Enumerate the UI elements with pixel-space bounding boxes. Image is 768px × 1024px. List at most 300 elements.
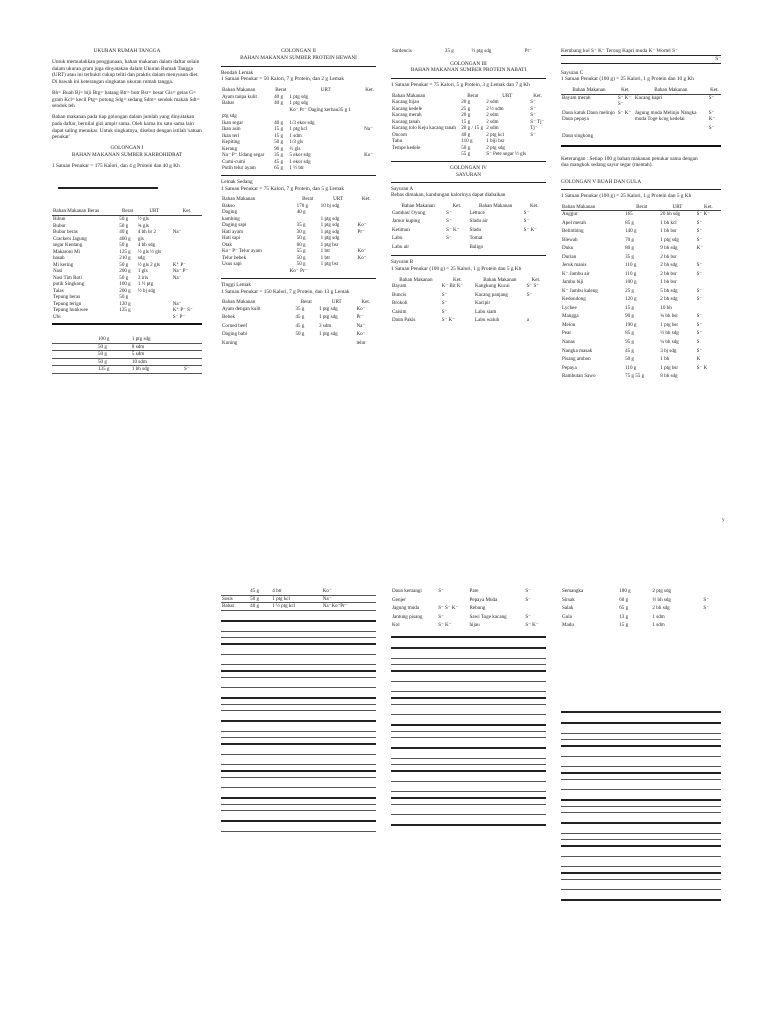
cell-urt: 2 ptg sdg [652,588,672,594]
col-header-ket: Ket. [533,92,542,99]
cell-bahan: Kacang tolo Keju kacang tanah [392,125,456,132]
cell-berat: 110 g [625,262,637,269]
cell-ket: S⁻ [696,313,703,320]
col-header-ket: Ket. [172,208,202,215]
group-5-table-cont [561,588,721,631]
cell-berat: 60 g [296,241,306,248]
col-header-bahan: Bahan Makanan [392,92,426,99]
cell-k1 [617,133,634,142]
cell-bahan: Anggur [562,211,578,218]
cell-ket [363,165,376,172]
col-header-ket: Ket. [531,276,541,283]
cell-urt: Ko⁻ Pr⁻ Daging kerbau35 g 1 [289,106,351,113]
cell-ket [702,622,721,631]
sayuran-b-cont-line: Kembang kol S⁻ K⁻ Terong Kapri muda K⁻ Wortel S⁻ [561,48,721,56]
ruled-line [561,822,721,824]
cell-urt: 1 btr [320,254,331,261]
section-title-urt: UKURAN RUMAH TANGGA [93,48,161,54]
cell-berat: 110 g [625,270,637,277]
lemak-sedang-table [221,196,376,268]
cell-urt: 4 btr [271,588,321,595]
table-row [221,314,376,323]
cell-ket: S⁻ [696,236,703,243]
divider [561,145,721,147]
cell-b1: Labu [392,235,403,242]
cell-bahan: Ayam dengan kulit [222,305,261,312]
cell-urt: 5 sdm [131,351,183,359]
cell-bahan: Melon [562,321,576,328]
cell-urt: 1 bh kcl [660,219,677,226]
cell-k2 [523,244,546,253]
cell-b2: Lettuce [469,209,485,216]
cell-berat: 50 g [296,261,306,268]
cell-ket [172,216,202,223]
col-header-urt: URT [137,208,172,215]
table-row [221,340,376,349]
cell-berat: 50 g [119,216,129,222]
cell-bahan: Pisang ambon [562,356,591,363]
col-header-bahan: Bahan Makanan [561,204,624,211]
ruled-line [391,697,546,699]
cell-berat: 45 g [274,158,284,165]
ruled-line [391,781,546,782]
cell-b1: Bayam [392,283,407,290]
table-row [561,110,721,125]
cell-ket: Pr⁻ [524,48,532,54]
column-2 [221,48,376,348]
cell-bahan: Pear [562,330,572,337]
table-row [52,343,202,351]
cell-berat: 35 g [444,48,454,54]
cell-k2: S⁻ [525,596,531,603]
table-row [561,288,721,297]
cell-bahan: Semangka [562,588,584,594]
ruled-line [221,810,376,811]
ruled-line [561,756,721,757]
divider [391,255,546,256]
sayuran-a-table [391,203,546,252]
group-2-title: GOLONGAN II [281,48,316,54]
cell-ket: K⁺ P⁻ S⁻ [172,307,193,314]
cell-b2 [634,125,708,134]
cell-urt: 10 bh [660,304,672,311]
cell-ket [696,279,721,288]
cell-k2 [526,300,546,309]
col-header-bahan: Bahan Makanan [478,203,513,210]
ruled-line [391,724,546,726]
cell-berat: 15 g [274,132,284,139]
col-header-ket: Ket. [708,87,721,94]
cell-urt: 1 ptg sdg [289,93,309,100]
cell-urt: 1 ptg sdg [319,331,338,338]
cell-ket: Ko⁻ [356,331,366,338]
ruled-line [221,631,376,632]
cell-urt: S⁻ Pete segar ½ gls [486,151,527,158]
cell-urt: 1 sdm [652,613,665,620]
cell-b2: Rebung [469,605,486,612]
table-row [561,605,721,614]
divider [391,78,546,79]
ruled-line [561,845,721,847]
cell-ket: S⁻ [696,347,703,354]
cell-urt: 1/3 gls [289,139,304,146]
column-1 [52,48,202,374]
ruled-line [561,899,721,901]
table-row [391,244,546,253]
cell-urt: 1 ½ ptg kcl [271,603,321,611]
ruled-line [391,797,546,799]
group-3-subtitle: BAHAN MAKANAN SUMBER PROTEIN NABATI [410,67,527,74]
cell-b2: Tomat [469,235,483,242]
cell-ket [702,614,721,623]
sayuran-b-table-cont [391,588,546,631]
cell-berat: 45 g [625,347,634,354]
cell-berat: 120 g [119,300,131,307]
cell-urt: 2 bh sdg [660,262,678,269]
ruled-line [561,789,721,790]
group-4-subtitle: SAYURAN [455,171,482,178]
cell-berat: 55 g [296,248,306,255]
cell-urt: 1 ptg bsr [320,241,339,248]
col-header-bahan: Bahan Makanan [222,87,256,94]
group-3-unit: 1 Satuan Penukar = 75 Kalori, 5 g Protein, 3 g Lemak dan 7 g Kh [391,82,530,89]
cell-ket: S⁻ [530,131,536,138]
cell-urt: sdg [137,255,145,262]
table-row [561,339,721,348]
cell-ket [702,588,721,597]
ruled-line [391,681,546,682]
cell-berat: 50 g [119,222,129,229]
table-row [52,351,202,359]
table-row [221,603,376,611]
table-row [561,228,721,237]
table-row [391,227,546,236]
table-row [561,220,721,229]
cell-berat: 210 g [119,255,131,262]
ruled-line [391,764,546,765]
cell-k1: S⁻ [446,218,452,225]
table-row [391,210,546,219]
table-row [561,296,721,305]
table-row [561,588,721,597]
ruled-line [391,647,546,649]
cell-urt: 1 ptg sdg [660,236,679,243]
cell-urt: 1 ekor sdg [289,158,311,165]
cell-berat: 40 g [274,119,284,126]
table-row [391,614,546,623]
cell-ket: Na⁻ [172,274,182,281]
cell-berat: 85 g [625,219,634,226]
cell-bahan: Corned beef [222,322,248,329]
ruled-line [561,722,721,724]
cell-bahan: Putih telur ayam [222,165,256,172]
cell-urt: 1 ptg sdg [320,215,340,222]
col-header-ket: Ket. [453,276,462,283]
tinggi-lemak-unit: 1 Satuan Penukar = 150 Kalori, 7 g Protein, dan 13 g Lemak [221,288,350,295]
cell-bahan: Daging babi [222,331,248,338]
cell-berat: 50 g [97,343,131,351]
cell-bahan: Sirsak [562,596,575,603]
cell-ket: Ko⁻ [357,248,367,255]
ruled-line [391,747,546,749]
cell-ket [183,358,202,366]
table-row [561,254,721,263]
cell-bahan: Tepung hunkwee [53,307,88,314]
cell-bahan: Ayam tanpa kulit [222,93,257,100]
table-row [221,595,376,603]
col-header-urt: URT [659,204,695,211]
cell-ket: Ko⁻ [357,222,367,229]
ruled-line [561,766,721,767]
cell-berat: 50 g [119,242,129,249]
cell-k1: S⁻ K⁻ [617,109,632,116]
ruled-line [221,797,376,799]
cell-berat: 110 g [625,364,637,371]
cell-k1: S⁻ [446,235,452,242]
cell-bahan: Talas [53,287,64,294]
cell-bahan: segar Kentang [53,242,83,249]
cell-ket: Na⁻ P⁻ [172,268,189,275]
cell-berat: 50 g [97,358,131,366]
cell-bahan: Hati ayam [222,228,244,235]
cell-ket: S⁻ [696,270,703,277]
cell-urt: 1 bh [660,356,670,363]
cell-bahan: Bubur [53,222,66,229]
cell-ket: K [696,356,701,363]
cell-bahan: K⁻ Jambu kaleng [562,287,598,294]
divider [391,636,546,638]
cell-k2: a [526,317,530,324]
cell-ket: S⁻ [696,296,703,303]
cell-berat: 50 g [296,235,306,242]
cell-bahan: Bakso [222,202,235,209]
table-row [391,605,546,614]
cell-ket: Ko⁻ [357,254,367,261]
cell-ket: S⁻ [703,596,709,603]
cell-b1: Jantung pisang [392,613,423,620]
cell-bahan: Mangga [562,313,579,320]
cell-ket [696,305,721,314]
cell-k2: S⁻ [708,124,715,131]
cell-b1: Jagung muda [392,605,420,612]
table-row [391,218,546,227]
cell-urt: 10 bj sdg [320,202,340,209]
cell-urt: 2 bh sdg [660,296,678,303]
cell-urt: ½ gls [289,145,301,152]
cell-urt: 1 ptg sdg [320,235,340,242]
cell-ket: Na⁻Ko⁻Pr⁻ [322,603,376,611]
cell-bahan: Kerang [222,145,237,152]
cell-bahan: Daging sapi [222,222,247,229]
table-row [561,356,721,365]
cell-bahan: Kedondong [562,296,586,303]
cell-berat: 85 g [625,330,634,337]
cell-ket: S⁻ [530,112,536,119]
ruled-line [391,658,546,659]
intro-paragraph: Untuk memudahkan penggunaan, bahan makanan dalam daftar selain dalam ukuran gram juga dinyatakan dalam Ukuran Rumah Tangga (URT) atau ini terbukti cukup teliti dan praktis dalam menyusun diet. Di bawah ini keterangan singkatan ukuran rumah tangga. [52,58,200,86]
ruled-line [391,704,546,705]
cell-berat: 95 g [625,338,634,345]
table-row [561,271,721,280]
ruled-line [221,664,376,665]
cell-urt: 2 sdm [486,99,499,106]
cell-k2 [708,133,721,142]
ruled-line [221,820,376,822]
table-row [561,237,721,246]
cell-ket: S⁻ [696,330,703,337]
cell-berat: 125 g [119,307,131,314]
cell-urt: 1 ptg sdg [320,222,340,229]
ruled-line [221,831,376,832]
cell-bahan: ptg sdg [222,113,237,120]
cell-berat: 15 g [619,622,629,629]
ruled-line [561,879,721,880]
cell-bahan: Salak [562,605,574,612]
ruled-line [221,804,376,805]
cell-urt: 1 ptg bsr [320,261,339,268]
cell-urt: ½ bh sdg [652,596,671,603]
cell-berat: 90 g [274,145,284,152]
ruled-line [561,772,721,774]
table-row [52,307,202,314]
cell-urt: 5 bh sdg [660,287,678,294]
cell-urt: 1 sdm [289,132,302,139]
table-row [561,330,721,339]
cell-bahan: Kacang kedele [392,105,423,112]
cell-b1: Bayam merah [562,94,591,101]
group-5-unit: 1 Satuan Penukar (100 g) = 25 Kalori, 1 g Protein dan 5 g Kh [561,192,692,199]
cell-bahan: Lychee [562,304,577,311]
cell-urt: 1 ptg sdg [289,100,309,107]
ruled-line [561,872,721,874]
cell-bahan: Nangka masak [562,347,593,354]
cell-k1 [445,244,468,253]
cell-urt: 1 ptg bsr [660,364,679,371]
col-header-ket: Ket. [452,203,462,210]
cell-k1: S⁻ [441,291,448,298]
cell-berat: 40 g [461,131,471,138]
table-row [561,365,721,374]
cell-k1: S⁻ K⁻ [441,317,455,324]
cell-bahan: Makaroni Mi [53,248,81,255]
ruled-line [221,704,376,705]
cell-b2: Kacang panjang [474,291,508,298]
ruled-line [561,799,721,801]
cell-b2: Pepaya Muda [469,596,498,603]
sayuran-c-table [561,87,721,142]
cell-berat: 110 g [461,138,473,145]
cell-berat: 13 g [619,613,629,620]
cell-b1: Genjer [392,596,406,603]
cell-berat: 45 g [295,314,305,321]
cell-urt: 2 sdm [486,118,499,125]
cell-k2: S⁻ [525,588,531,594]
lemak-sedang-note: Ko⁻ Pr⁻ [289,267,308,274]
cell-ket: S⁻ [696,321,703,328]
col-header-bahan: Bahan Makanan [634,87,708,94]
cell-bahan: Belimbing [562,228,584,235]
sayuran-a-desc: Bebas dimakan, kandungan kalorinya dapat diabaikan [391,192,506,199]
cell-berat: 40 g [249,603,271,611]
ruled-line [391,758,546,759]
ruled-line [221,764,376,765]
ruled-line [561,739,721,740]
cell-urt: ½ bh sdg [660,330,679,337]
cell-bahan: Bubur beras [53,229,78,236]
cell-berat: 180 g [619,588,631,594]
sayuran-b-title: Sayuran B [391,259,414,266]
cell-urt: 2 sdm [486,125,499,132]
column-4 [561,48,721,382]
cell-urt: 1/3 ekor sdg [289,119,315,126]
cell-b2: Labu waluh [474,317,500,324]
table-row [221,306,376,315]
divider [561,189,721,190]
cell-empty [52,358,97,366]
ruled-line [221,737,376,738]
cell-bahan: Tempe kedele [392,144,421,151]
cell-berat: 40 g [296,209,306,216]
cell-urt: 9 bh sdg [660,245,678,252]
cell-berat: 50 g [97,351,131,359]
cell-k2 [524,605,546,614]
ruled-line [221,677,376,678]
ruled-line [221,731,376,732]
cell-ket [696,373,721,382]
cell-bahan: Sosis [221,595,249,603]
divider [391,161,546,162]
cell-k1: S⁻ K⁻ S⁻ [617,94,632,108]
cell-ket [529,151,546,158]
cell-berat: 50 g [119,261,129,268]
cell-b1: Daun kemangi [392,588,422,594]
cell-urt: 1 biji bsr [486,138,505,145]
cell-bahan: Kuning [222,339,238,346]
cell-berat: 40 g [274,100,284,107]
cell-berat: 125 g [119,248,131,255]
cell-urt: gls [137,235,144,242]
cell-b1: Kol [392,622,400,629]
table-row [561,614,721,623]
cell-berat: 70 g [625,236,634,243]
cell-ket: Tj⁻ [530,125,538,132]
cell-berat: 35 g [296,222,306,229]
cell-ket: Na⁻ [356,322,366,329]
tinggi-lemak-title: Tinggi Lemak [221,281,251,288]
col-header-ket: Ket. [617,87,634,94]
cell-ket: S⁻ [696,287,703,294]
lemak-sedang-title: Lemak Sedang [221,178,253,185]
table-row [52,216,202,223]
cell-b1 [561,125,617,134]
cell-berat: 50 g [296,254,306,261]
cell-ket: S [696,338,700,345]
group-1-table [52,208,202,320]
cell-bahan: Apel merah [562,219,586,226]
cell-urt: 5 ekor sdg [289,152,311,159]
ruled-line [391,770,546,772]
col-header-urt: URT [331,299,342,306]
cell-bahan: Ikan segar [222,119,244,126]
cell-berat: 20 g [461,99,471,106]
cell-ket: Pr⁻ [357,228,365,235]
cell-k1: K⁻ Bit K⁻ [441,283,464,290]
table-row [391,283,546,292]
cell-berat: 45 g [249,588,271,595]
cell-berat: 50 g [461,144,471,151]
cell-bahan: Mi kering [53,261,74,268]
cell-urt: 1 gls [137,268,148,275]
